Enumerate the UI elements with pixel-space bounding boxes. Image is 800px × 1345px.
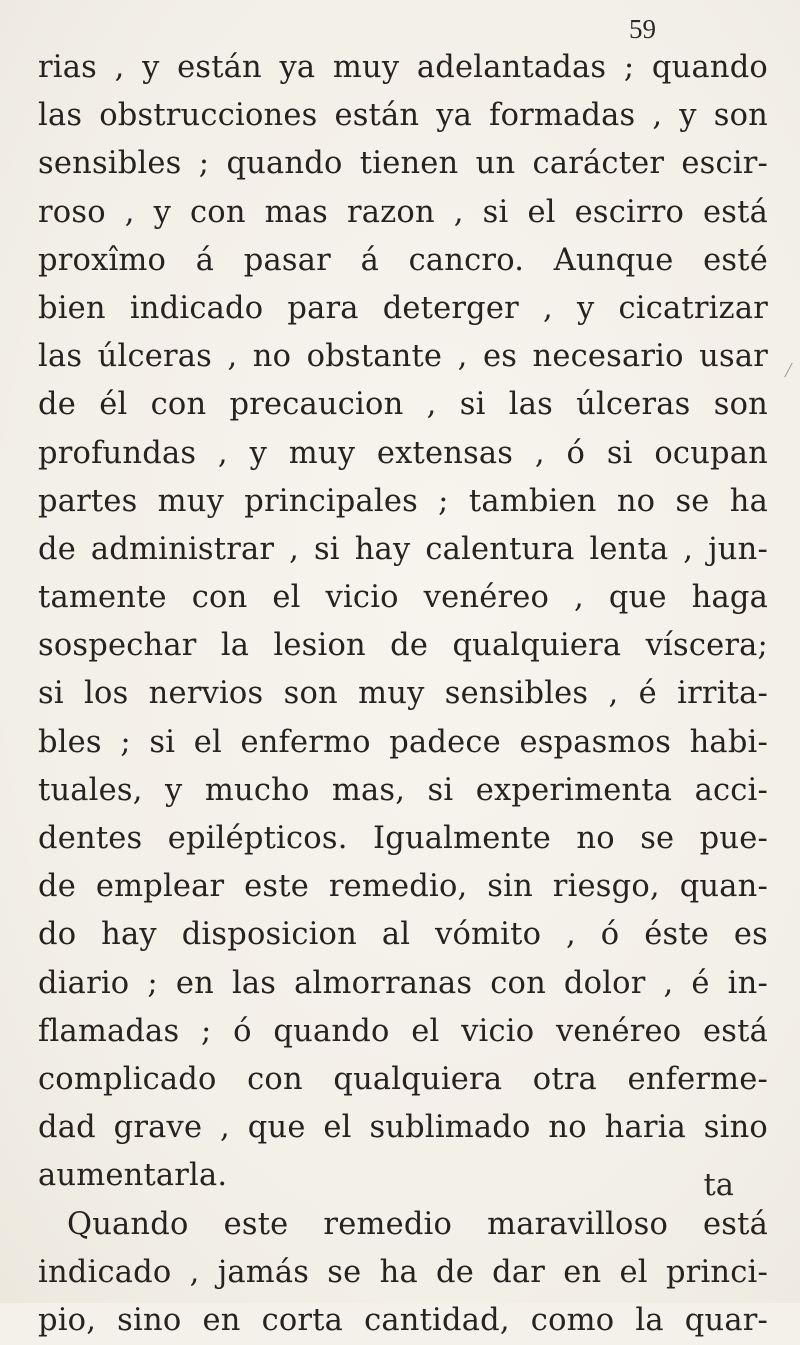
text-line: las úlceras , no obstante , es necesario usar [38,339,768,375]
text-line: roso , y con mas razon , si el escirro está [38,194,768,230]
text-line: si los nervios son muy sensibles , é irrita- [38,676,768,712]
text-line: complicado con qualquiera otra enferme- [38,1061,768,1097]
text-line: bien indicado para deterger , y cicatrizar [38,290,768,326]
margin-mark [784,363,792,378]
text-line: dad grave , que el sublimado no haria sino [38,1110,768,1146]
text-line: las obstrucciones están ya formadas , y son [38,98,768,134]
text-line: de emplear este remedio, sin riesgo, quan- [38,869,768,905]
text-line: partes muy principales ; tambien no se ha [38,483,768,519]
text-line: indicado , jamás se ha de dar en el princi- [38,1254,768,1290]
text-line: profundas , y muy extensas , ó si ocupan [38,435,768,471]
catchword: ta [703,1168,734,1203]
paragraph-start-line: Quando este remedio maravilloso está [67,1206,768,1242]
text-line: flamadas ; ó quando el vicio venéreo está [38,1013,768,1049]
text-line: proxîmo á pasar á cancro. Aunque esté [38,242,768,278]
text-line: tuales, y mucho mas, si experimenta acci- [38,772,768,808]
text-line: pio, sino en corta cantidad, como la quar- [38,1302,768,1338]
text-line: tamente con el vicio venéreo , que haga [38,580,768,616]
text-line: diario ; en las almorranas con dolor , é in- [38,965,768,1001]
paragraph-end-line: aumentarla. [38,1158,228,1194]
body-text [38,44,768,1345]
text-line: de administrar , si hay calentura lenta , jun- [38,531,768,567]
text-line: rias , y están ya muy adelantadas ; quando [38,50,768,85]
text-line: sensibles ; quando tienen un carácter escir- [38,146,768,182]
text-line: de él con precaucion , si las úlceras son [38,387,768,423]
text-line: bles ; si el enfermo padece espasmos habi- [38,724,768,760]
text-line: do hay disposicion al vómito , ó éste es [38,917,768,953]
text-line: sospechar la lesion de qualquiera víscera; [38,628,768,664]
text-line: dentes epilépticos. Igualmente no se pue- [38,821,768,856]
page-number: 59 [629,14,656,44]
